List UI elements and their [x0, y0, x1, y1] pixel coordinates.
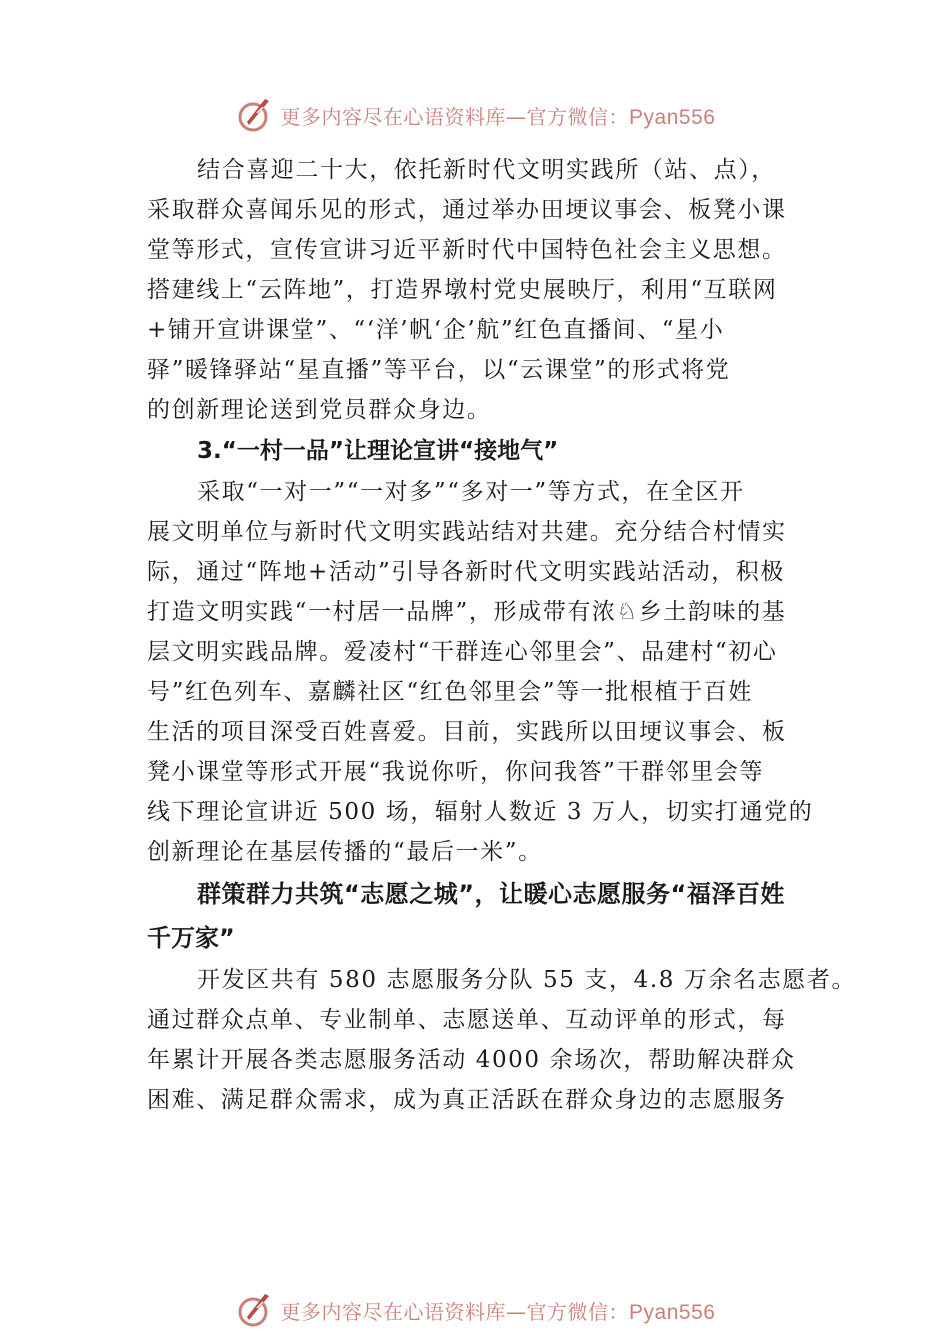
- section-heading-3: 3.“一村一品”让理论宣讲“接地气”: [197, 438, 559, 464]
- paragraph-line: 凳小课堂等形式开展“我说你听，你问我答”干群邻里会等: [147, 759, 765, 785]
- paragraph-line: 的创新理论送到党员群众身边。: [147, 397, 492, 423]
- paragraph-line: 号”红色列车、嘉麟社区“红色邻里会”等一批根植于百姓: [147, 679, 753, 705]
- paragraph-line: 通过群众点单、专业制单、志愿送单、互动评单的形式，每: [147, 1007, 787, 1033]
- paragraph-line: 开发区共有 580 志愿服务分队 55 支，4.8 万余名志愿者。: [197, 967, 857, 993]
- paragraph-line: 创新理论在基层传播的“最后一米”。: [147, 839, 543, 865]
- paragraph-line: 驿”暖锋驿站“星直播”等平台，以“云课堂”的形式将党: [147, 357, 731, 383]
- document-body: [147, 150, 857, 1120]
- quill-logo-icon: [235, 1290, 275, 1330]
- paragraph-line: 际，通过“阵地+活动”引导各新时代文明实践站活动，积极: [147, 559, 785, 585]
- paragraph-line: 困难、满足群众需求，成为真正活跃在群众身边的志愿服务: [147, 1087, 787, 1113]
- watermark-text: 更多内容尽在心语资料库—官方微信：Pyan556: [280, 104, 716, 129]
- section-heading-volunteer-cont: 千万家”: [147, 924, 235, 952]
- paragraph-line: 层文明实践品牌。爱凌村“干群连心邻里会”、品建村“初心: [147, 639, 778, 665]
- watermark-text: 更多内容尽在心语资料库—官方微信：Pyan556: [280, 1299, 716, 1324]
- footer-watermark: [0, 1288, 950, 1332]
- header-watermark: [0, 93, 950, 137]
- paragraph-line: 年累计开展各类志愿服务活动 4000 余场次，帮助解决群众: [147, 1047, 796, 1073]
- paragraph-line: 堂等形式，宣传宣讲习近平新时代中国特色社会主义思想。: [147, 237, 787, 263]
- paragraph-line: 采取“一对一”“一对多”“多对一”等方式，在全区开: [197, 479, 745, 505]
- paragraph-line: +铺开宣讲课堂”、“‘洋’帆‘企’航”红色直播间、“星小: [147, 317, 725, 343]
- quill-logo-icon: [235, 95, 275, 135]
- paragraph-line: 打造文明实践“一村居一品牌”，形成带有浓♘乡土韵味的基: [147, 599, 787, 625]
- paragraph-line: 生活的项目深受百姓喜爱。目前，实践所以田埂议事会、板: [147, 719, 787, 745]
- paragraph-line: 采取群众喜闻乐见的形式，通过举办田埂议事会、板凳小课: [147, 197, 787, 223]
- paragraph-line: 线下理论宣讲近 500 场，辐射人数近 3 万人，切实打通党的: [147, 799, 814, 825]
- paragraph-line: 结合喜迎二十大，依托新时代文明实践所（站、点），: [197, 157, 776, 183]
- section-heading-volunteer: 群策群力共筑“志愿之城”，让暖心志愿服务“福泽百姓: [197, 880, 785, 908]
- paragraph-line: 展文明单位与新时代文明实践站结对共建。充分结合村情实: [147, 519, 787, 545]
- paragraph-line: 搭建线上“云阵地”，打造界墩村党史展映厅，利用“互联网: [147, 277, 778, 303]
